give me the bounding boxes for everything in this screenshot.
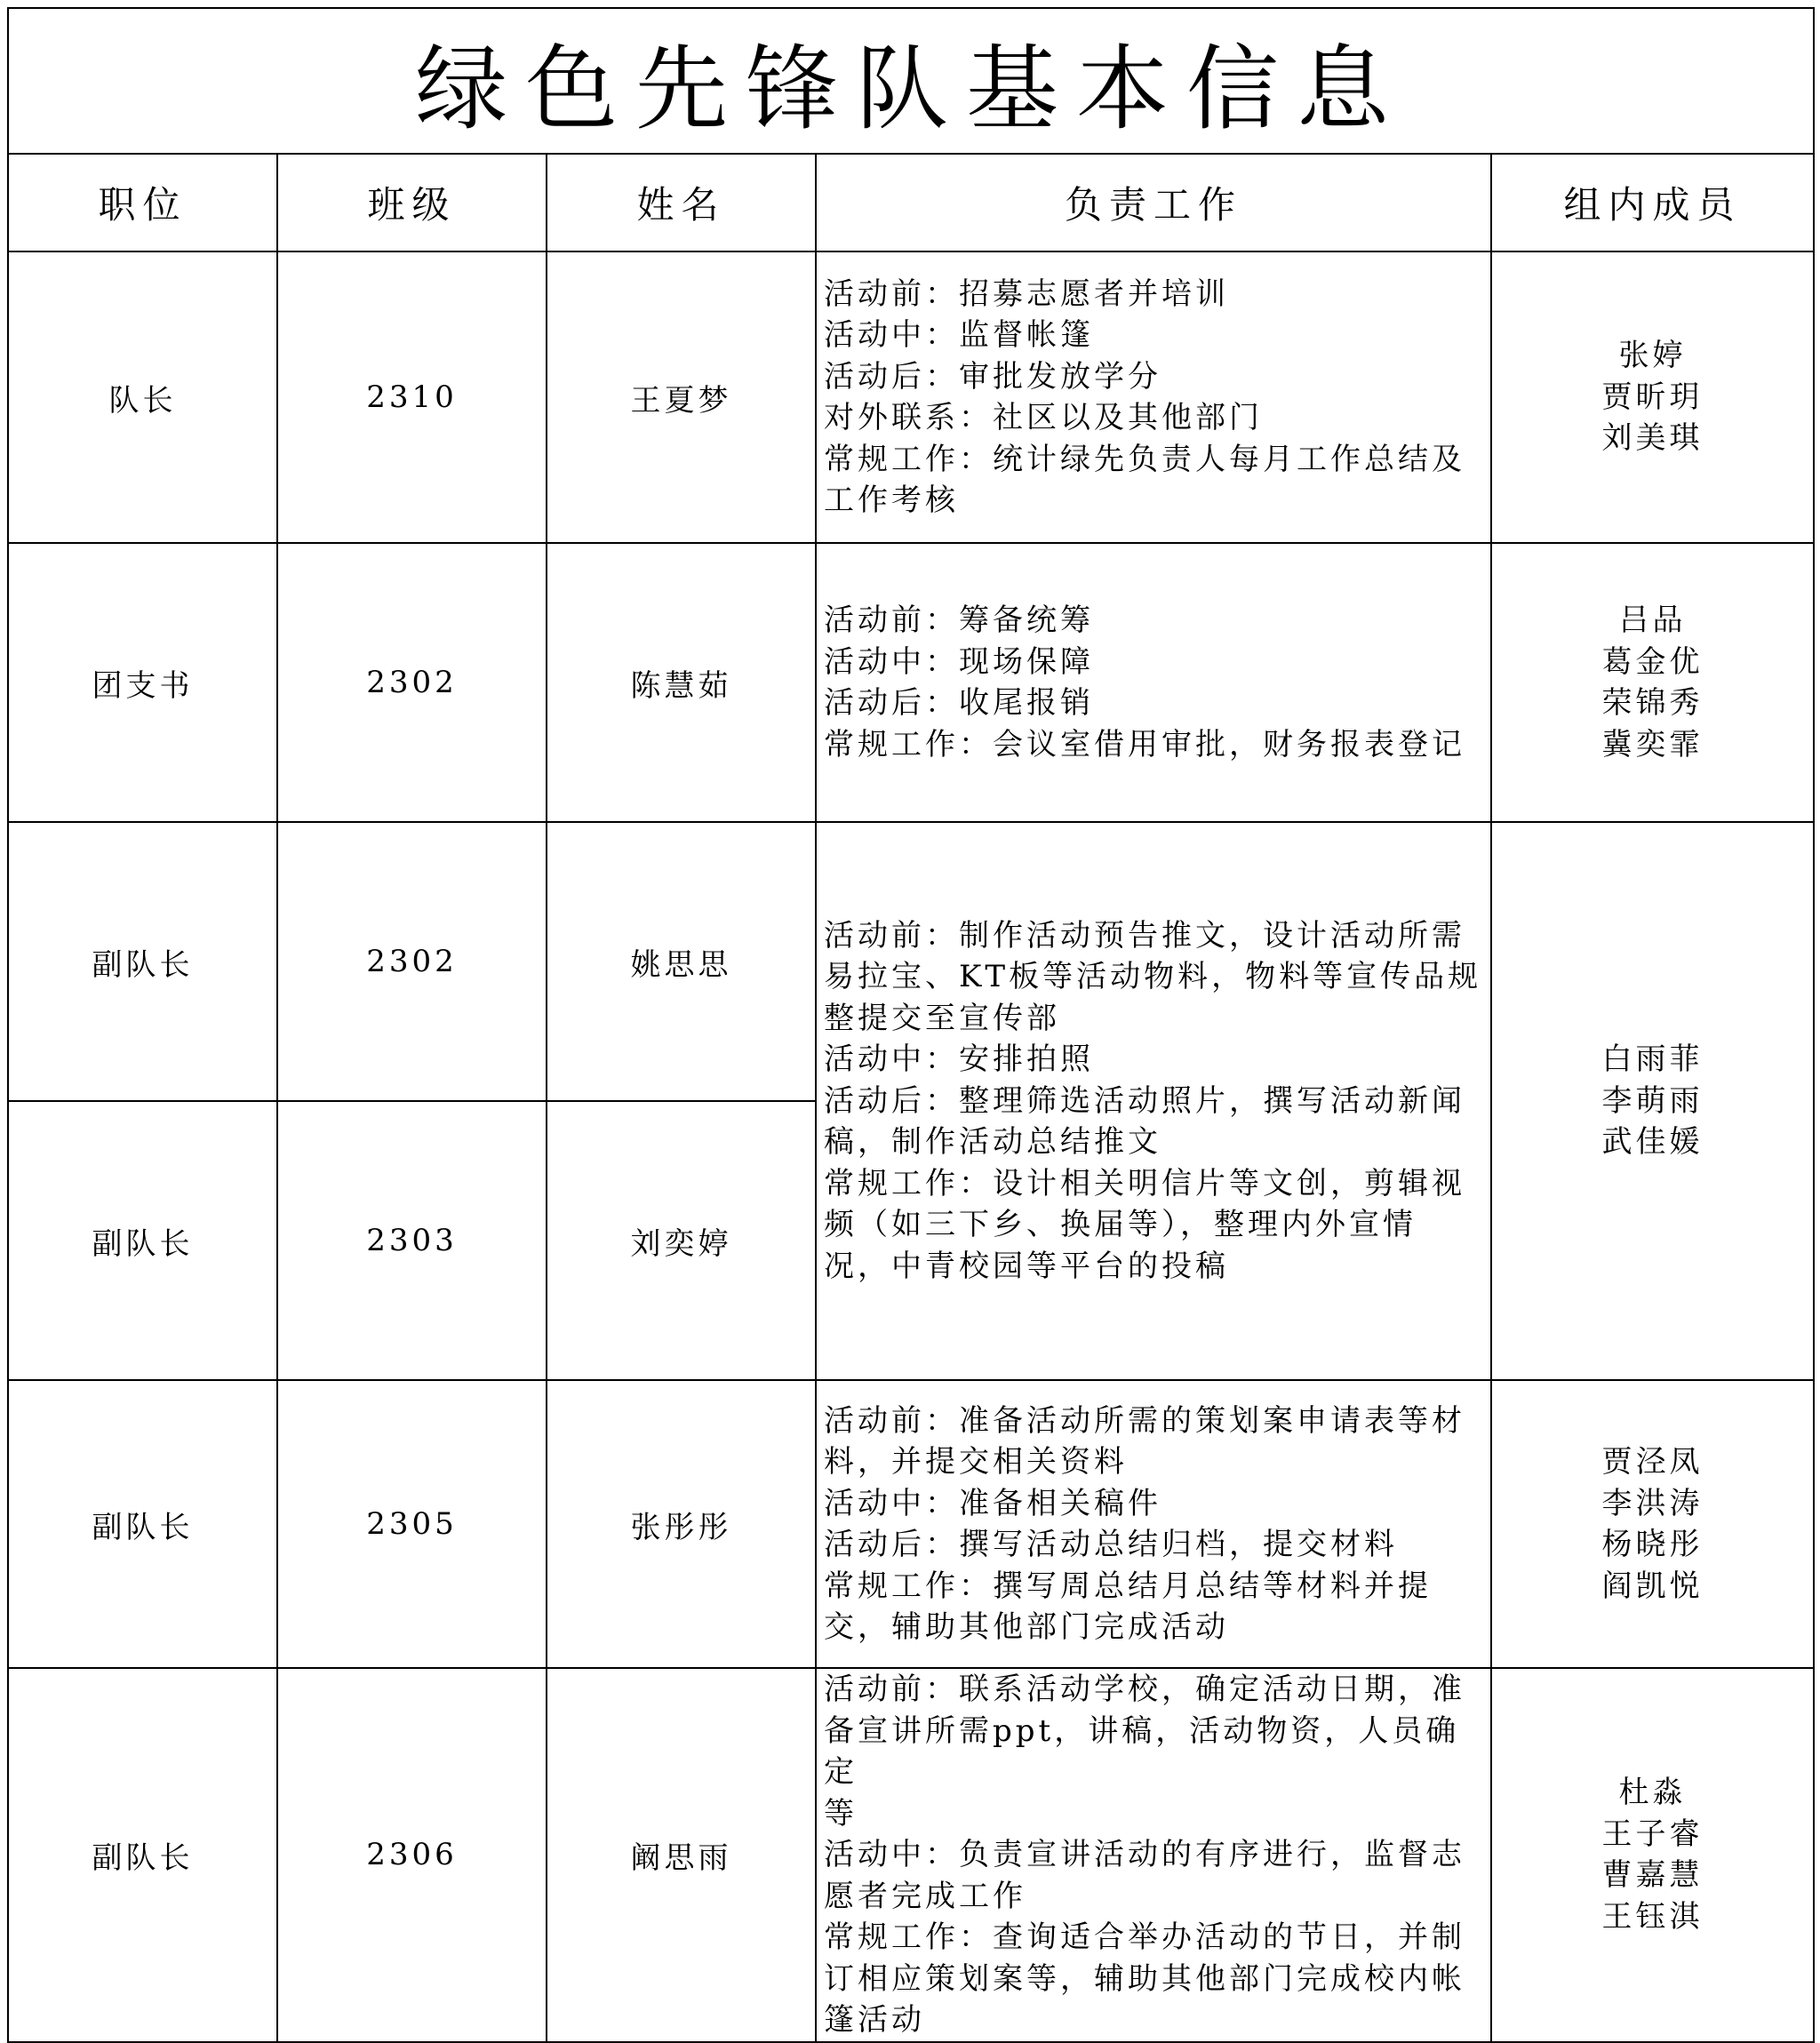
- header-class: 班级: [277, 154, 547, 251]
- duty-line: 常规工作：设计相关明信片等文创，剪辑视: [824, 1165, 1465, 1201]
- duty-line: 等: [824, 1795, 858, 1832]
- members-cell: [1491, 251, 1814, 543]
- title-row: [8, 8, 1814, 154]
- name-cell: 姚思思: [547, 822, 816, 1101]
- duty-line: 篷活动: [824, 2002, 925, 2038]
- table-row: [8, 822, 1814, 1101]
- duty-line: 常规工作：撰写周总结月总结等材料并提: [824, 1568, 1432, 1604]
- duty-line: 交，辅助其他部门完成活动: [824, 1609, 1229, 1645]
- duty-line: 活动中：现场保障: [824, 643, 1094, 680]
- member-name: 曹嘉慧: [1601, 1857, 1704, 1894]
- duties-cell: [816, 251, 1491, 543]
- class-cell: 2305: [277, 1380, 547, 1668]
- page-title: 绿色先锋队基本信息: [8, 8, 1814, 154]
- duty-line: 愿者完成工作: [824, 1878, 1026, 1914]
- member-name: 贾泾凤: [1601, 1444, 1704, 1480]
- duty-line: 活动前：制作活动预告推文，设计活动所需: [824, 917, 1465, 954]
- member-name: 王钰淇: [1601, 1898, 1704, 1935]
- member-name: 王子睿: [1601, 1816, 1704, 1852]
- members-cell: [1491, 1668, 1814, 2042]
- duty-line: 活动后：整理筛选活动照片，撰写活动新闻: [824, 1082, 1465, 1119]
- duty-line: 活动中：安排拍照: [824, 1041, 1094, 1078]
- table-row: [8, 1668, 1814, 2042]
- duty-line: 活动前：准备活动所需的策划案申请表等材: [824, 1402, 1465, 1439]
- position-cell: 副队长: [8, 1668, 277, 2042]
- duty-line: 频（如三下乡、换届等），整理内外宣情: [824, 1207, 1417, 1243]
- duty-line: 活动前：联系活动学校，确定活动日期，准: [824, 1672, 1465, 1707]
- header-duties: 负责工作: [816, 154, 1491, 251]
- table-row: [8, 543, 1814, 822]
- member-name: 荣锦秀: [1601, 685, 1704, 721]
- duty-line: 活动前：筹备统筹: [824, 603, 1094, 638]
- duty-line: 常规工作：统计绿先负责人每月工作总结及: [824, 441, 1465, 477]
- duty-line: 活动后：收尾报销: [824, 685, 1094, 721]
- name-cell: 王夏梦: [547, 251, 816, 543]
- duty-line: 活动后：审批发放学分: [824, 358, 1161, 395]
- duty-line: 活动中：准备相关稿件: [824, 1485, 1161, 1521]
- member-name: 冀奕霏: [1601, 726, 1704, 762]
- header-row: [8, 154, 1814, 251]
- member-name: 阎凯悦: [1601, 1568, 1704, 1604]
- duty-line: 况，中青校园等平台的投稿: [824, 1248, 1229, 1284]
- duty-line: 料，并提交相关资料: [824, 1444, 1128, 1480]
- class-cell: 2303: [277, 1101, 547, 1380]
- header-name: 姓名: [547, 154, 816, 251]
- table-row: [8, 1380, 1814, 1668]
- duties-cell-shared: [816, 822, 1491, 1380]
- class-cell: 2310: [277, 251, 547, 543]
- position-cell: 副队长: [8, 1380, 277, 1668]
- members-cell: [1491, 1380, 1814, 1668]
- header-members: 组内成员: [1491, 154, 1814, 251]
- member-name: 武佳媛: [1601, 1124, 1704, 1161]
- table-row: [8, 251, 1814, 543]
- class-cell: 2302: [277, 822, 547, 1101]
- member-name: 吕品: [1618, 603, 1687, 638]
- position-cell: 副队长: [8, 1101, 277, 1380]
- duties-cell: [816, 543, 1491, 822]
- duty-line: 订相应策划案等，辅助其他部门完成校内帐: [824, 1960, 1465, 1997]
- duty-line: 活动中：负责宣讲活动的有序进行，监督志: [824, 1837, 1465, 1872]
- duty-line: 备宣讲所需ppt，讲稿，活动物资，人员确定: [824, 1712, 1460, 1790]
- duty-line: 整提交至宣传部: [824, 1000, 1060, 1036]
- duties-cell: [816, 1380, 1491, 1668]
- position-cell: 团支书: [8, 543, 277, 822]
- name-cell: 陈慧茹: [547, 543, 816, 822]
- name-cell: 刘奕婷: [547, 1101, 816, 1380]
- duty-line: 工作考核: [824, 483, 959, 518]
- name-cell: 阚思雨: [547, 1668, 816, 2042]
- members-cell: [1491, 543, 1814, 822]
- class-cell: 2302: [277, 543, 547, 822]
- member-name: 李洪涛: [1601, 1485, 1704, 1521]
- position-cell: 队长: [8, 251, 277, 543]
- duty-line: 活动后：撰写活动总结归档，提交材料: [824, 1527, 1398, 1562]
- duty-line: 对外联系：社区以及其他部门: [824, 400, 1263, 435]
- member-name: 杨晓彤: [1601, 1527, 1704, 1562]
- class-cell: 2306: [277, 1668, 547, 2042]
- member-name: 张婷: [1618, 338, 1687, 374]
- duties-cell: [816, 1668, 1491, 2042]
- header-position: 职位: [8, 154, 277, 251]
- duty-line: 活动前：招募志愿者并培训: [824, 275, 1229, 312]
- info-table: [7, 7, 1815, 2043]
- member-name: 李萌雨: [1601, 1082, 1704, 1119]
- duty-line: 活动中：监督帐篷: [824, 317, 1094, 353]
- member-name: 葛金优: [1601, 643, 1704, 680]
- duty-line: 稿，制作活动总结推文: [824, 1124, 1161, 1161]
- duty-line: 易拉宝、KT板等活动物料，物料等宣传品规: [824, 959, 1482, 995]
- duty-line: 常规工作：会议室借用审批，财务报表登记: [824, 726, 1465, 762]
- name-cell: 张彤彤: [547, 1380, 816, 1668]
- position-cell: 副队长: [8, 822, 277, 1101]
- members-cell-shared: [1491, 822, 1814, 1380]
- member-name: 刘美琪: [1601, 420, 1704, 457]
- member-name: 贾昕玥: [1601, 379, 1704, 415]
- member-name: 白雨菲: [1601, 1041, 1704, 1078]
- duty-line: 常规工作：查询适合举办活动的节日，并制: [824, 1919, 1465, 1955]
- member-name: 杜淼: [1618, 1775, 1687, 1811]
